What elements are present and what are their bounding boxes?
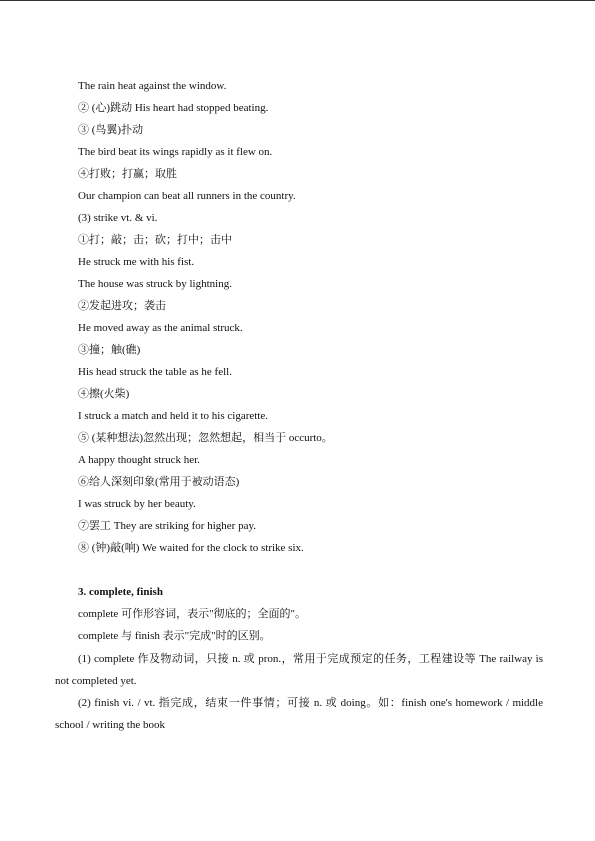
text-line: His head struck the table as he fell. bbox=[78, 366, 232, 378]
text-line: (3) strike vt. & vi. bbox=[78, 212, 158, 224]
text-line: The house was struck by lightning. bbox=[78, 278, 232, 290]
paragraph-complete: (1) complete 作及物动词，只接 n. 或 pron.，常用于完成预定的任务，工程建设等 The railway is not completed yet. bbox=[55, 653, 543, 687]
text-line: ⑧ (钟)敲(响) We waited for the clock to strike six. bbox=[78, 542, 304, 554]
text-line: complete 与 finish 表示"完成"时的区别。 bbox=[78, 630, 271, 642]
text-line: ③撞；触(礁) bbox=[78, 344, 141, 356]
top-border-rule bbox=[0, 0, 595, 1]
text-line: ② (心)跳动 His heart had stopped beating. bbox=[78, 102, 269, 114]
text-line: ②发起进攻；袭击 bbox=[78, 300, 166, 312]
text-line: The rain heat against the window. bbox=[78, 80, 227, 92]
text-line: Our champion can beat all runners in the country. bbox=[78, 190, 296, 202]
text-line: ④打败；打赢；取胜 bbox=[78, 168, 177, 180]
paragraph-finish: (2) finish vi. / vt. 指完成，结束一件事情；可接 n. 或 doing。如：finish one's homework / middle school / writing the book bbox=[55, 697, 543, 731]
text-line: A happy thought struck her. bbox=[78, 454, 200, 466]
text-line: ①打；敲；击；砍；打中；击中 bbox=[78, 234, 232, 246]
text-line: The bird beat its wings rapidly as it flew on. bbox=[78, 146, 273, 158]
text-line: ③ (鸟翼)扑动 bbox=[78, 124, 144, 136]
text-line: He struck me with his fist. bbox=[78, 256, 195, 268]
text-line: I struck a match and held it to his cigarette. bbox=[78, 410, 268, 422]
text-line: ⑤ (某种想法)忽然出现；忽然想起，相当于 occurto。 bbox=[78, 432, 333, 444]
text-line: ⑦罢工 They are striking for higher pay. bbox=[78, 520, 256, 532]
text-line: He moved away as the animal struck. bbox=[78, 322, 243, 334]
text-line: complete 可作形容词，表示"彻底的；全面的"。 bbox=[78, 608, 307, 620]
text-line: I was struck by her beauty. bbox=[78, 498, 196, 510]
section-heading: 3. complete, finish bbox=[78, 586, 163, 598]
text-line: ⑥给人深刻印象(常用于被动语态) bbox=[78, 476, 240, 488]
text-line: ④擦(火柴) bbox=[78, 388, 130, 400]
